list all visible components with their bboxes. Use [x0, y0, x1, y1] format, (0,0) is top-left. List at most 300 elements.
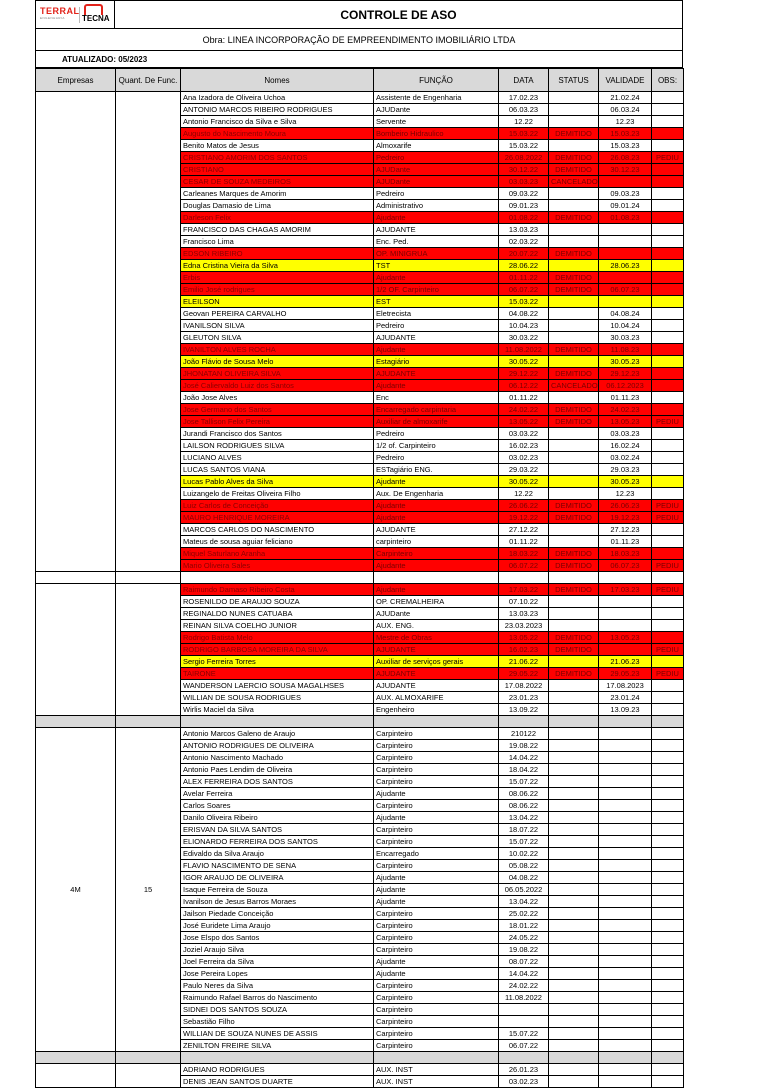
cell-obs: [652, 440, 684, 452]
cell-name: Francisco Lima: [181, 236, 374, 248]
cell-function: Ajudante: [374, 584, 499, 596]
quantity-cell: [116, 584, 181, 716]
cell-function: Enc. Ped.: [374, 236, 499, 248]
cell-status: [549, 1064, 599, 1076]
cell-name: REINAN SILVA COELHO JUNIOR: [181, 620, 374, 632]
cell-validity: 18.03.23: [599, 548, 652, 560]
cell-name: Rodrigo Batista Melo: [181, 632, 374, 644]
cell-name: ALEX FERREIRA DOS SANTOS: [181, 776, 374, 788]
cell-function: Ajudante: [374, 212, 499, 224]
cell-status: [549, 332, 599, 344]
cell-function: Carpinteiro: [374, 980, 499, 992]
cell-status: [549, 476, 599, 488]
cell-status: [549, 536, 599, 548]
cell-validity: 26.06.23: [599, 500, 652, 512]
table-row: [36, 584, 684, 596]
cell-obs: PEDIU: [652, 152, 684, 164]
cell-obs: [652, 728, 684, 740]
cell-date: 06.03.23: [499, 104, 549, 116]
cell-validity: 29.03.23: [599, 464, 652, 476]
obra-line: Obra: LINEA INCORPORAÇÃO DE EMPREENDIMENTO IMOBILIÁRIO LTDA: [35, 29, 683, 51]
cell-name: Jurandi Francisco dos Santos: [181, 428, 374, 440]
cell-status: [549, 188, 599, 200]
cell-name: EDSON RIBEIRO: [181, 248, 374, 260]
cell-function: AJUDANTE: [374, 224, 499, 236]
cell-validity: [599, 1076, 652, 1088]
empresa-cell: [36, 92, 116, 572]
updated-label: ATUALIZADO: 05/2023: [35, 51, 683, 68]
cell-name: WILLIAN DE SOUZA NUNES DE ASSIS: [181, 1028, 374, 1040]
cell-validity: 27.12.23: [599, 524, 652, 536]
cell-date: 09.01.23: [499, 200, 549, 212]
cell-date: 08.06.22: [499, 800, 549, 812]
cell-function: OP. MINIGRUA: [374, 248, 499, 260]
cell-obs: [652, 608, 684, 620]
cell-obs: [652, 320, 684, 332]
cell-obs: [652, 944, 684, 956]
cell-validity: 23.01.24: [599, 692, 652, 704]
quantity-cell: [116, 92, 181, 572]
cell-obs: [652, 1076, 684, 1088]
cell-status: [549, 896, 599, 908]
aso-table: [35, 68, 684, 1088]
cell-date: 04.08.22: [499, 872, 549, 884]
cell-function: Carpinteiro: [374, 728, 499, 740]
cell-name: Luiz Carlos de Conceição: [181, 500, 374, 512]
cell-obs: [652, 548, 684, 560]
cell-status: [549, 260, 599, 272]
cell-status: [549, 872, 599, 884]
cell-name: WILLIAN DE SOUSA RODRIGUES: [181, 692, 374, 704]
cell-validity: 06.12.2023: [599, 380, 652, 392]
cell-function: Assistente de Engenharia: [374, 92, 499, 104]
cell-status: DEMITIDO: [549, 128, 599, 140]
empresa-cell: [36, 1064, 116, 1088]
cell-obs: [652, 296, 684, 308]
cell-date: 24.02.22: [499, 404, 549, 416]
terral-logo: TERRAL ENGENHARIA: [40, 6, 80, 20]
cell-date: 13.03.23: [499, 224, 549, 236]
cell-date: 06.07.22: [499, 560, 549, 572]
cell-function: Carpinteiro: [374, 860, 499, 872]
cell-name: Benito Matos de Jesus: [181, 140, 374, 152]
cell-date: 13.05.22: [499, 632, 549, 644]
cell-validity: [599, 644, 652, 656]
cell-validity: [599, 620, 652, 632]
column-header-obs: OBS:: [652, 69, 684, 92]
cell-function: Pedreiro: [374, 152, 499, 164]
cell-function: Engenheiro: [374, 704, 499, 716]
cell-validity: 30.05.23: [599, 476, 652, 488]
cell-function: Ajudante: [374, 968, 499, 980]
quantity-cell: 15: [116, 728, 181, 1052]
cell-validity: 17.03.23: [599, 584, 652, 596]
cell-validity: 13.05.23: [599, 416, 652, 428]
cell-status: [549, 860, 599, 872]
table-row: [36, 728, 684, 740]
cell-function: Auxiliar de almoxarife: [374, 416, 499, 428]
cell-date: 05.08.22: [499, 860, 549, 872]
cell-status: [549, 308, 599, 320]
cell-obs: [652, 128, 684, 140]
cell-validity: [599, 1028, 652, 1040]
cell-name: Antonio Nascimento Machado: [181, 752, 374, 764]
cell-obs: [652, 632, 684, 644]
cell-name: Jailson Piedade Conceição: [181, 908, 374, 920]
cell-obs: [652, 356, 684, 368]
cell-validity: [599, 896, 652, 908]
cell-status: DEMITIDO: [549, 560, 599, 572]
cell-date: 16.02.23: [499, 440, 549, 452]
cell-status: [549, 824, 599, 836]
cell-obs: PEDIU: [652, 560, 684, 572]
cell-validity: [599, 1004, 652, 1016]
cell-status: DEMITIDO: [549, 284, 599, 296]
cell-status: CANCELADO: [549, 176, 599, 188]
cell-validity: 16.02.24: [599, 440, 652, 452]
cell-status: DEMITIDO: [549, 500, 599, 512]
cell-status: [549, 788, 599, 800]
cell-function: Auxiliar de serviços gerais: [374, 656, 499, 668]
cell-function: OP. CREMALHEIRA: [374, 596, 499, 608]
quantity-cell: [116, 1064, 181, 1088]
cell-obs: [652, 776, 684, 788]
cell-obs: [652, 188, 684, 200]
cell-validity: 17.08.2023: [599, 680, 652, 692]
cell-obs: [652, 752, 684, 764]
cell-validity: 15.03.23: [599, 140, 652, 152]
cell-obs: [652, 824, 684, 836]
cell-function: Eletrecista: [374, 308, 499, 320]
cell-function: Encarregado: [374, 848, 499, 860]
cell-status: [549, 680, 599, 692]
cell-date: 10.04.23: [499, 320, 549, 332]
cell-date: 15.07.22: [499, 1028, 549, 1040]
cell-name: ELEILSON: [181, 296, 374, 308]
cell-validity: 29.12.23: [599, 368, 652, 380]
cell-status: [549, 776, 599, 788]
cell-date: 13.03.23: [499, 608, 549, 620]
cell-validity: 15.03.23: [599, 128, 652, 140]
cell-obs: [652, 176, 684, 188]
cell-function: Carpinteiro: [374, 836, 499, 848]
page-title: CONTROLE DE ASO: [115, 0, 683, 29]
cell-obs: [652, 284, 684, 296]
cell-validity: [599, 908, 652, 920]
cell-name: Joziel Araujo Silva: [181, 944, 374, 956]
cell-date: 17.08.2022: [499, 680, 549, 692]
cell-name: ANTONIO RODRIGUES DE OLIVEIRA: [181, 740, 374, 752]
cell-date: 13.04.22: [499, 896, 549, 908]
cell-name: Mateus de sousa aguiar feliciano: [181, 536, 374, 548]
cell-obs: [652, 524, 684, 536]
cell-function: Ajudante: [374, 512, 499, 524]
cell-status: [549, 620, 599, 632]
cell-status: [549, 1028, 599, 1040]
cell-status: [549, 116, 599, 128]
cell-name: REGINALDO NUNES CATUABA: [181, 608, 374, 620]
cell-date: 11.08.2022: [499, 992, 549, 1004]
cell-function: Carpinteiro: [374, 824, 499, 836]
cell-obs: [652, 1064, 684, 1076]
cell-status: DEMITIDO: [549, 344, 599, 356]
cell-name: ANTONIO MARCOS RIBEIRO RODRIGUES: [181, 104, 374, 116]
cell-obs: [652, 704, 684, 716]
cell-status: [549, 980, 599, 992]
cell-status: DEMITIDO: [549, 632, 599, 644]
cell-validity: 29.05.23: [599, 668, 652, 680]
cell-obs: [652, 992, 684, 1004]
cell-name: Avelar Ferreira: [181, 788, 374, 800]
cell-name: Sergio Ferreira Torres: [181, 656, 374, 668]
cell-validity: [599, 980, 652, 992]
cell-status: [549, 848, 599, 860]
cell-status: [549, 1016, 599, 1028]
empresa-cell: 4M: [36, 728, 116, 1052]
cell-obs: [652, 488, 684, 500]
cell-status: [549, 464, 599, 476]
cell-validity: [599, 752, 652, 764]
cell-status: [549, 1004, 599, 1016]
cell-function: AJUDante: [374, 608, 499, 620]
column-header-empresas: Empresas: [36, 69, 116, 92]
cell-name: Lucas Pablo Alves da Silva: [181, 476, 374, 488]
cell-date: 13.05.22: [499, 416, 549, 428]
cell-obs: [652, 1016, 684, 1028]
cell-validity: 09.03.23: [599, 188, 652, 200]
cell-validity: [599, 236, 652, 248]
cell-date: 26.01.23: [499, 1064, 549, 1076]
cell-name: Darleson Felix: [181, 212, 374, 224]
column-header-validade: VALIDADE: [599, 69, 652, 92]
table-header: [36, 69, 684, 92]
cell-date: 15.03.22: [499, 128, 549, 140]
cell-date: 13.09.22: [499, 704, 549, 716]
cell-validity: [599, 764, 652, 776]
cell-obs: [652, 272, 684, 284]
cell-validity: 19.12.23: [599, 512, 652, 524]
cell-validity: [599, 296, 652, 308]
cell-name: TAIRONE: [181, 668, 374, 680]
cell-status: [549, 356, 599, 368]
cell-validity: 03.03.23: [599, 428, 652, 440]
cell-validity: 09.01.24: [599, 200, 652, 212]
cell-validity: 30.12.23: [599, 164, 652, 176]
cell-date: 20.07.22: [499, 248, 549, 260]
logo-cell: [35, 0, 115, 29]
cell-obs: PEDIU: [652, 668, 684, 680]
cell-name: Paulo Neres da Silva: [181, 980, 374, 992]
cell-validity: [599, 1016, 652, 1028]
cell-function: Pedreiro: [374, 428, 499, 440]
cell-name: José Euridete Lima Araujo: [181, 920, 374, 932]
cell-status: [549, 692, 599, 704]
cell-obs: [652, 812, 684, 824]
group-separator: [36, 716, 684, 728]
empresa-cell: [36, 584, 116, 716]
cell-validity: 04.08.24: [599, 308, 652, 320]
cell-function: AJUDante: [374, 164, 499, 176]
cell-name: ADRIANO RODRIGUES: [181, 1064, 374, 1076]
cell-function: Ajudante: [374, 872, 499, 884]
cell-date: 06.07.22: [499, 1040, 549, 1052]
cell-validity: [599, 596, 652, 608]
cell-function: Pedreiro: [374, 452, 499, 464]
cell-date: 13.04.22: [499, 812, 549, 824]
cell-name: CRISTIANO AMORIM DOS SANTOS: [181, 152, 374, 164]
cell-function: Carpinteiro: [374, 920, 499, 932]
cell-name: Augusto do Nascimento Moura: [181, 128, 374, 140]
cell-obs: PEDIU: [652, 644, 684, 656]
cell-date: 03.03.22: [499, 428, 549, 440]
cell-name: GLEUTON SILVA: [181, 332, 374, 344]
cell-obs: [652, 932, 684, 944]
cell-function: Mestre de Obras: [374, 632, 499, 644]
logo-divider: [79, 7, 80, 23]
cell-name: Luizangelo de Freitas Oliveira Filho: [181, 488, 374, 500]
cell-status: DEMITIDO: [549, 164, 599, 176]
cell-date: 23.01.23: [499, 692, 549, 704]
cell-obs: [652, 680, 684, 692]
cell-obs: [652, 740, 684, 752]
cell-date: 24.02.22: [499, 980, 549, 992]
cell-validity: [599, 872, 652, 884]
cell-date: 24.05.22: [499, 932, 549, 944]
cell-function: Ajudante: [374, 380, 499, 392]
cell-status: DEMITIDO: [549, 368, 599, 380]
cell-date: 11.08.2022: [499, 344, 549, 356]
cell-obs: [652, 1028, 684, 1040]
cell-name: Erbis: [181, 272, 374, 284]
cell-date: 03.02.23: [499, 452, 549, 464]
cell-date: 19.08.22: [499, 944, 549, 956]
cell-name: CRISTIANO: [181, 164, 374, 176]
cell-status: [549, 104, 599, 116]
cell-validity: [599, 968, 652, 980]
cell-validity: 01.11.23: [599, 536, 652, 548]
cell-name: CESAR DE SOUZA MEDEIROS: [181, 176, 374, 188]
cell-status: [549, 932, 599, 944]
cell-status: [549, 992, 599, 1004]
cell-status: [549, 956, 599, 968]
cell-validity: 06.07.23: [599, 284, 652, 296]
cell-status: [549, 92, 599, 104]
cell-name: Isaque Ferreira de Souza: [181, 884, 374, 896]
cell-function: TST: [374, 260, 499, 272]
cell-date: 15.07.22: [499, 776, 549, 788]
cell-function: Carpinteiro: [374, 1016, 499, 1028]
cell-name: ERISVAN DA SILVA SANTOS: [181, 824, 374, 836]
cell-name: Joel Ferreira da Silva: [181, 956, 374, 968]
cell-validity: [599, 944, 652, 956]
cell-name: LUCAS SANTOS VIANA: [181, 464, 374, 476]
cell-obs: [652, 920, 684, 932]
cell-validity: [599, 1040, 652, 1052]
cell-status: [549, 812, 599, 824]
cell-name: Ivanilson de Jesus Barros Moraes: [181, 896, 374, 908]
table-row: [36, 1064, 684, 1076]
cell-name: MAURO HENRIQUE MOREIRA: [181, 512, 374, 524]
cell-name: Wirlis Maciel da Silva: [181, 704, 374, 716]
cell-obs: [652, 968, 684, 980]
cell-name: MARCOS CARLOS DO NASCIMENTO: [181, 524, 374, 536]
cell-validity: 12.23: [599, 488, 652, 500]
cell-obs: [652, 260, 684, 272]
cell-status: [549, 836, 599, 848]
cell-function: Administrativo: [374, 200, 499, 212]
cell-obs: [652, 800, 684, 812]
cell-validity: [599, 248, 652, 260]
cell-name: Jose Germano dos Santos: [181, 404, 374, 416]
cell-obs: [652, 956, 684, 968]
cell-date: [499, 1016, 549, 1028]
cell-function: AJUDANTE: [374, 644, 499, 656]
group-separator: [36, 1052, 684, 1064]
cell-status: [549, 488, 599, 500]
cell-date: 30.03.22: [499, 332, 549, 344]
cell-status: [549, 884, 599, 896]
cell-function: Enc: [374, 392, 499, 404]
cell-function: Ajudante: [374, 344, 499, 356]
cell-status: [549, 1076, 599, 1088]
cell-status: [549, 392, 599, 404]
cell-status: DEMITIDO: [549, 416, 599, 428]
cell-validity: [599, 272, 652, 284]
cell-obs: [652, 980, 684, 992]
cell-function: Carpinteiro: [374, 944, 499, 956]
cell-obs: PEDIU: [652, 500, 684, 512]
cell-name: Jose Pereira Lopes: [181, 968, 374, 980]
cell-name: Jose Elspo dos Santos: [181, 932, 374, 944]
cell-validity: 01.11.23: [599, 392, 652, 404]
cell-date: 15.03.22: [499, 296, 549, 308]
cell-name: João Flávio de Sousa Melo: [181, 356, 374, 368]
cell-obs: [652, 620, 684, 632]
cell-status: [549, 656, 599, 668]
cell-function: EST: [374, 296, 499, 308]
cell-function: Ajudante: [374, 812, 499, 824]
cell-function: Carpinteiro: [374, 1028, 499, 1040]
cell-obs: [652, 104, 684, 116]
cell-date: 21.06.22: [499, 656, 549, 668]
cell-date: 29.12.22: [499, 368, 549, 380]
cell-date: 03.02.23: [499, 1076, 549, 1088]
cell-function: ESTagiário ENG.: [374, 464, 499, 476]
cell-name: Sebastião Filho: [181, 1016, 374, 1028]
cell-validity: [599, 920, 652, 932]
cell-obs: [652, 212, 684, 224]
cell-function: Almoxarife: [374, 140, 499, 152]
cell-date: 27.12.22: [499, 524, 549, 536]
cell-validity: [599, 728, 652, 740]
cell-status: DEMITIDO: [549, 548, 599, 560]
cell-date: 26.08.2022: [499, 152, 549, 164]
cell-date: 01.08.22: [499, 212, 549, 224]
cell-obs: [652, 248, 684, 260]
cell-obs: [652, 836, 684, 848]
cell-function: Ajudante: [374, 956, 499, 968]
cell-obs: [652, 872, 684, 884]
cell-obs: [652, 1004, 684, 1016]
cell-obs: [652, 224, 684, 236]
cell-obs: PEDIU: [652, 584, 684, 596]
cell-name: Mario Oliveira Sales: [181, 560, 374, 572]
cell-function: Carpinteiro: [374, 752, 499, 764]
cell-date: 29.03.22: [499, 464, 549, 476]
cell-function: AJUDante: [374, 104, 499, 116]
cell-status: DEMITIDO: [549, 668, 599, 680]
cell-name: JHONATAN OLIVEIRA SILVA: [181, 368, 374, 380]
